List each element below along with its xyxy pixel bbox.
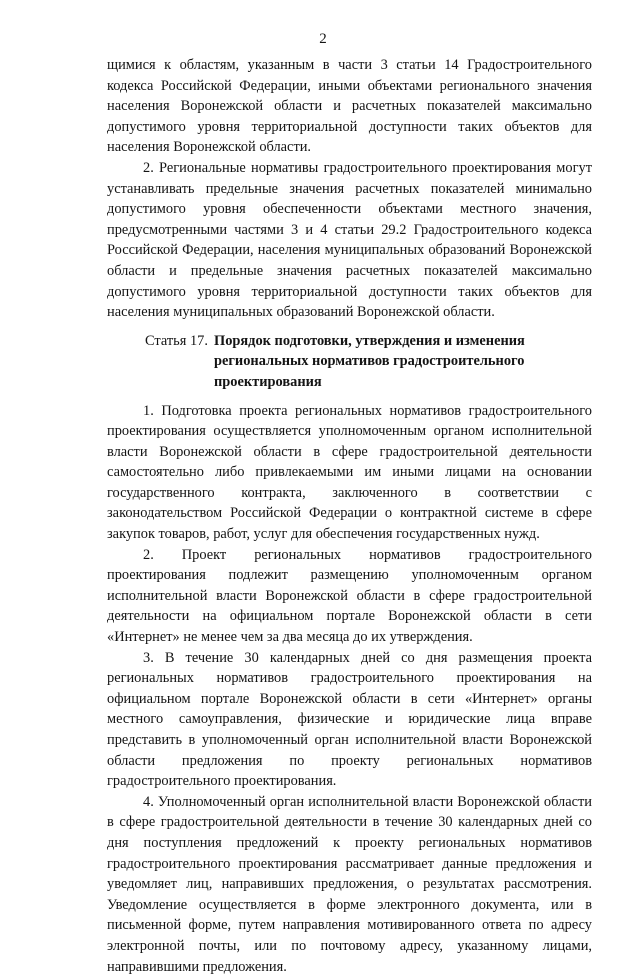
article-number: Статья 17.: [145, 332, 208, 349]
paragraph-continuation: щимися к областям, указанным в части 3 статьи 14 Градостроительного кодекса Российской Федерации, иными объектами регионального значения населения Воронежской области и расчетных показателей максимально допустимого уровня территориальной доступности таких объектов для населения Воронежской области.: [107, 57, 592, 156]
paragraph-article-item-1: 1. Подготовка проекта региональных нормативов градостроительного проектирования осуществляется уполномоченным органом исполнительной власти Воронежской области в сфере градостроительной деятельности самостоятельно либо привлекаемыми им иными лицами на основании государственного контракта, заключенного в соответствии с законодательством Российской Федерации о контрактной системе в сфере закупок товаров, работ, услуг для обеспечения государственных нужд.: [107, 402, 592, 543]
page-number: 2: [319, 31, 327, 47]
paragraph-item-2: 2. Региональные нормативы градостроительного проектирования могут устанавливать предельные значения расчетных показателей минимально допустимого уровня обеспеченности объектами местного значения, предусмотренными частями 3 и 4 статьи 29.2 Градостроительного кодекса Российской Федерации, населения муниципальных образований Воронежской области и предельные значения расчетных показателей максимально допустимого уровня территориальной доступности таких объектов для населения муниципальных образований Воронежской области.: [107, 159, 592, 321]
document-body: [107, 55, 592, 977]
paragraph-article-item-2: 2. Проект региональных нормативов градостроительного проектирования подлежит размещению уполномоченным органом исполнительной власти Воронежской области в сфере градостроительной деятельности на официальном портале Воронежской области в сети «Интернет» не менее чем за два месяца до их утверждения.: [107, 546, 592, 646]
paragraph-article-item-3: 3. В течение 30 календарных дней со дня размещения проекта региональных нормативов градостроительного проектирования на официальном портале Воронежской области в сети «Интернет» органы местного самоуправления, физические и юридические лица вправе представить в уполномоченный орган исполнительной власти Воронежской области предложения по проекту региональных нормативов градостроительного проектирования.: [107, 649, 592, 790]
paragraph-article-item-4: 4. Уполномоченный орган исполнительной власти Воронежской области в сфере градостроительной деятельности в течение 30 календарных дней со дня поступления предложений к проекту региональных нормативов градостроительного проектирования рассматривает данные предложения и уведомляет лиц, направивших предложения, о результатах рассмотрения. Уведомление осуществляется в форме электронного документа, или в письменной форме, путем направления мотивированного ответа по адресу электронной почты, или по почтовому адресу, указанному лицами, направившими предложения.: [107, 793, 592, 975]
article-title: Порядок подготовки, утверждения и изменения региональных нормативов градостроительного проектирования: [214, 332, 525, 390]
article-heading: [107, 331, 592, 393]
